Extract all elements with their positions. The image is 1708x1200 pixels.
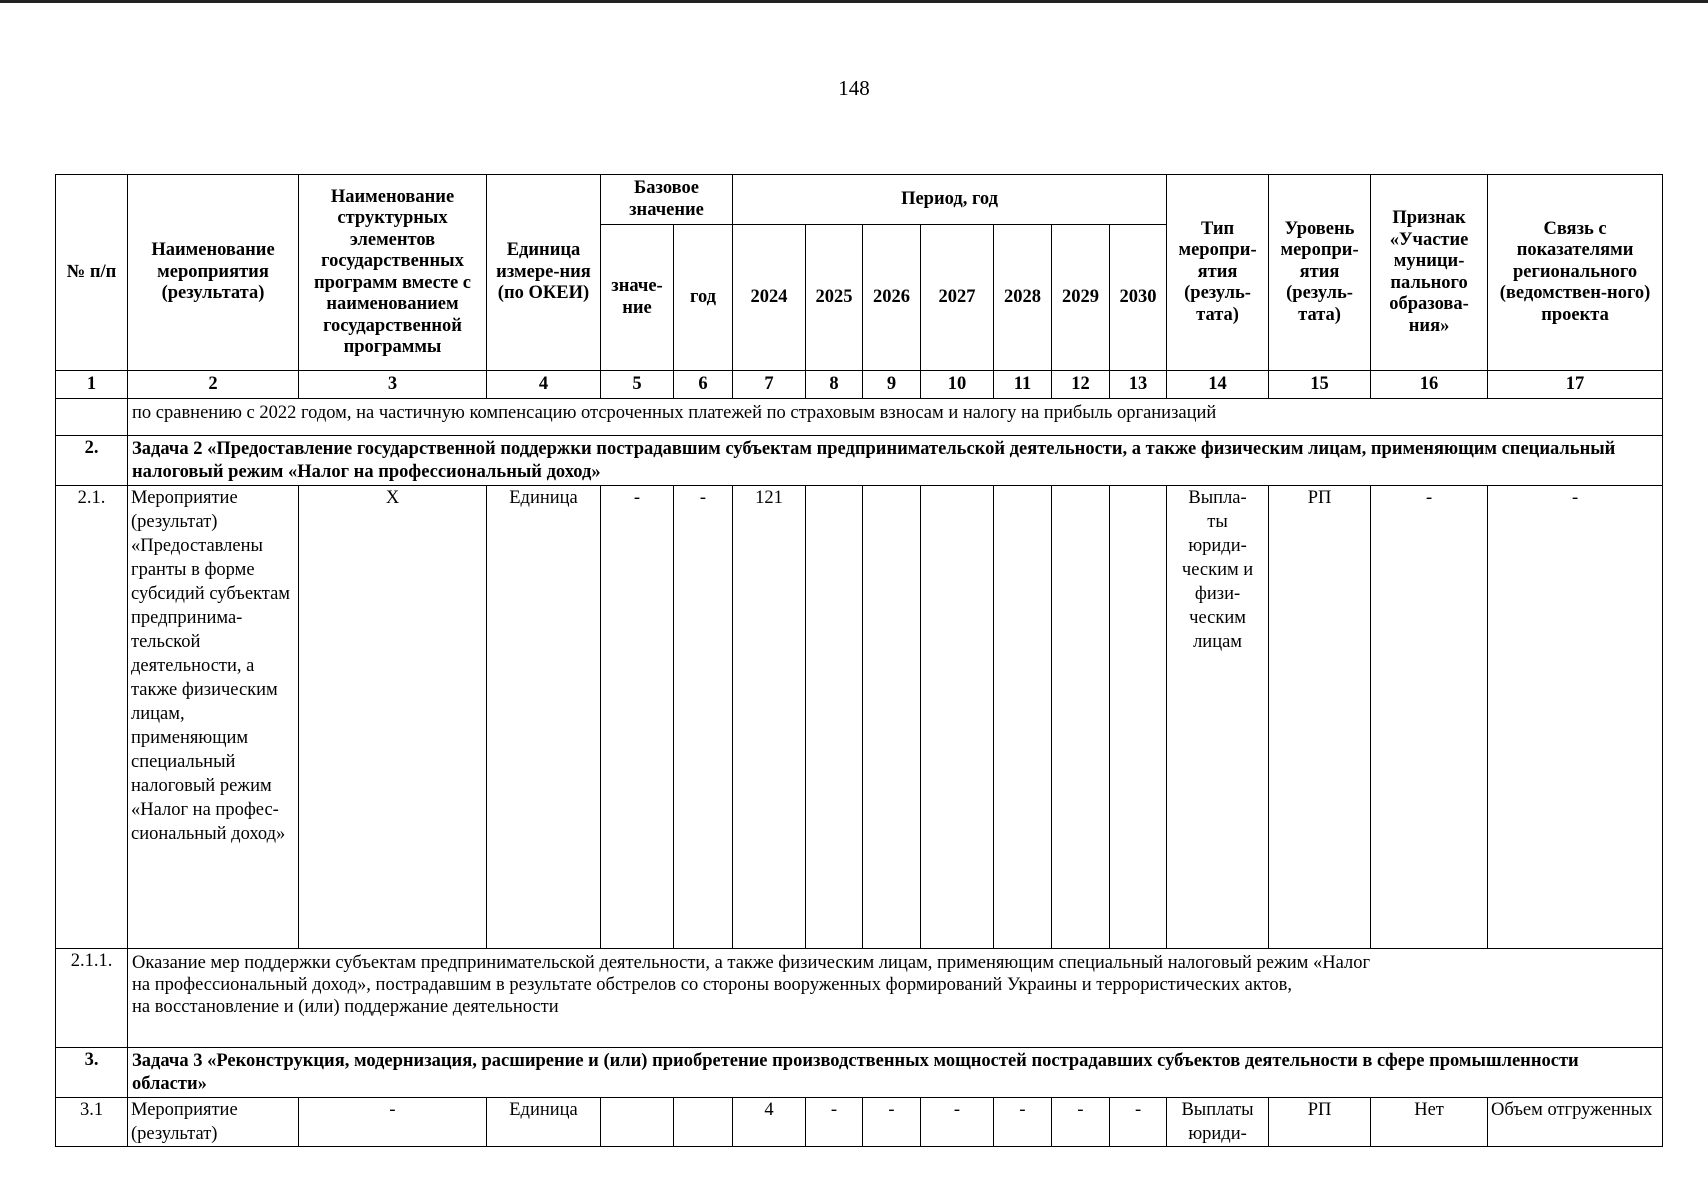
item-3-1-number: 3.1 bbox=[56, 1098, 128, 1147]
column-number: 1 bbox=[56, 371, 128, 399]
header-year-2028: 2028 bbox=[994, 225, 1052, 371]
column-number: 16 bbox=[1371, 371, 1488, 399]
page-number: 148 bbox=[838, 76, 870, 100]
header-col-structural-elements: Наименование структурных элементов государственных программ вместе с наименованием государственной программы bbox=[299, 175, 487, 371]
task-3-number: 3. bbox=[56, 1048, 128, 1098]
column-number: 10 bbox=[921, 371, 994, 399]
column-number: 3 bbox=[299, 371, 487, 399]
item-3-1-municipal: Нет bbox=[1371, 1098, 1488, 1147]
column-number: 6 bbox=[674, 371, 733, 399]
item-3-1-type: Выплаты юриди- bbox=[1167, 1098, 1269, 1147]
item-3-1-value-2026: - bbox=[863, 1098, 921, 1147]
item-2-1-project-link: - bbox=[1488, 486, 1663, 949]
item-2-1-1-text-line: на восстановление и (или) поддержание деятельности bbox=[132, 997, 559, 1017]
item-2-1-value-2025 bbox=[806, 486, 863, 949]
item-2-1-value-2027 bbox=[921, 486, 994, 949]
header-year-2026: 2026 bbox=[863, 225, 921, 371]
item-3-1-value-2027: - bbox=[921, 1098, 994, 1147]
item-3-1-value-2024: 4 bbox=[733, 1098, 806, 1147]
column-number: 15 bbox=[1269, 371, 1371, 399]
task-2-row bbox=[56, 436, 1663, 486]
item-3-1-structural-element: - bbox=[299, 1098, 487, 1147]
column-number: 13 bbox=[1110, 371, 1167, 399]
item-2-1-type: Выпла-ты юриди-ческим и физи-ческим лицам bbox=[1167, 486, 1269, 949]
item-3-1-value-2029: - bbox=[1052, 1098, 1110, 1147]
item-2-1-unit: Единица bbox=[487, 486, 601, 949]
header-col-level: Уровень меропри-ятия (резуль-тата) bbox=[1269, 175, 1371, 371]
item-3-1-project-link: Объем отгруженных bbox=[1488, 1098, 1663, 1147]
item-2-1-1-number: 2.1.1. bbox=[56, 949, 128, 1048]
column-number: 4 bbox=[487, 371, 601, 399]
task-2-number: 2. bbox=[56, 436, 128, 486]
header-year-2030: 2030 bbox=[1110, 225, 1167, 371]
top-border-line bbox=[0, 0, 1708, 3]
column-number-row bbox=[56, 371, 1663, 399]
item-2-1-municipal: - bbox=[1371, 486, 1488, 949]
item-2-1-number: 2.1. bbox=[56, 486, 128, 949]
column-number: 17 bbox=[1488, 371, 1663, 399]
header-col-project-link: Связь с показателями регионального (ведомствен-ного) проекта bbox=[1488, 175, 1663, 371]
header-base-value-group: Базовое значение bbox=[601, 175, 733, 225]
item-2-1-level: РП bbox=[1269, 486, 1371, 949]
item-3-1-value-2028: - bbox=[994, 1098, 1052, 1147]
header-year-2025: 2025 bbox=[806, 225, 863, 371]
column-number: 9 bbox=[863, 371, 921, 399]
header-col-num: № п/п bbox=[56, 175, 128, 371]
task-3-text: Задача 3 «Реконструкция, модернизация, расширение и (или) приобретение производственных мощностей пострадавших субъектов деятельности в сфере промышленности области» bbox=[128, 1048, 1663, 1098]
item-3-1-name: Мероприятие (результат) bbox=[128, 1098, 299, 1147]
item-3-1-row bbox=[56, 1098, 1663, 1147]
item-3-1-base-value bbox=[601, 1098, 674, 1147]
header-row-top bbox=[56, 175, 1663, 225]
item-2-1-name: Мероприятие (результат) «Предоставлены гранты в форме субсидий субъектам предпринима-тельской деятельности, а также физическим лицам, применяющим специальный налоговый режим «Налог на профес-сиональный доход» bbox=[128, 486, 299, 949]
item-2-1-1-text bbox=[128, 949, 1663, 1048]
measures-table bbox=[55, 174, 1663, 1147]
item-2-1-1-row bbox=[56, 949, 1663, 1048]
item-2-1-structural-element: Х bbox=[299, 486, 487, 949]
header-year-2024: 2024 bbox=[733, 225, 806, 371]
column-number: 11 bbox=[994, 371, 1052, 399]
item-3-1-value-2030: - bbox=[1110, 1098, 1167, 1147]
item-3-1-unit: Единица bbox=[487, 1098, 601, 1147]
item-2-1-value-2029 bbox=[1052, 486, 1110, 949]
header-base-value: значе-ние bbox=[601, 225, 674, 371]
item-2-1-row bbox=[56, 486, 1663, 949]
item-2-1-base-year: - bbox=[674, 486, 733, 949]
continuation-num-cell bbox=[56, 399, 128, 436]
continuation-text: по сравнению с 2022 годом, на частичную компенсацию отсроченных платежей по страховым взносам и налогу на прибыль организаций bbox=[128, 399, 1663, 436]
item-2-1-value-2030 bbox=[1110, 486, 1167, 949]
header-col-municipal: Признак «Участие муници-пального образова-ния» bbox=[1371, 175, 1488, 371]
item-2-1-1-text-line: на профессиональный доход», пострадавшим в результате обстрелов со стороны вооруженных формирований Украины и террористических актов, bbox=[132, 975, 1293, 995]
header-col-name: Наименование мероприятия (результата) bbox=[128, 175, 299, 371]
column-number: 14 bbox=[1167, 371, 1269, 399]
header-year-2029: 2029 bbox=[1052, 225, 1110, 371]
item-3-1-value-2025: - bbox=[806, 1098, 863, 1147]
item-2-1-value-2024: 121 bbox=[733, 486, 806, 949]
header-period-group: Период, год bbox=[733, 175, 1167, 225]
header-year-2027: 2027 bbox=[921, 225, 994, 371]
column-number: 12 bbox=[1052, 371, 1110, 399]
item-2-1-base-value: - bbox=[601, 486, 674, 949]
header-col-unit: Единица измере-ния (по ОКЕИ) bbox=[487, 175, 601, 371]
column-number: 5 bbox=[601, 371, 674, 399]
item-2-1-1-text-line: Оказание мер поддержки субъектам предпринимательской деятельности, а также физическим лицам, применяющим специальный налоговый режим «Налог bbox=[132, 953, 1371, 973]
item-2-1-value-2028 bbox=[994, 486, 1052, 949]
task-2-text: Задача 2 «Предоставление государственной поддержки пострадавшим субъектам предпринимательской деятельности, а также физическим лицам, применяющим специальный налоговый режим «Налог на профессиональный доход» bbox=[128, 436, 1663, 486]
column-number: 2 bbox=[128, 371, 299, 399]
item-2-1-value-2026 bbox=[863, 486, 921, 949]
item-3-1-base-year bbox=[674, 1098, 733, 1147]
continuation-row bbox=[56, 399, 1663, 436]
header-col-type: Тип меропри-ятия (резуль-тата) bbox=[1167, 175, 1269, 371]
header-base-year: год bbox=[674, 225, 733, 371]
column-number: 7 bbox=[733, 371, 806, 399]
task-3-row bbox=[56, 1048, 1663, 1098]
item-3-1-level: РП bbox=[1269, 1098, 1371, 1147]
column-number: 8 bbox=[806, 371, 863, 399]
